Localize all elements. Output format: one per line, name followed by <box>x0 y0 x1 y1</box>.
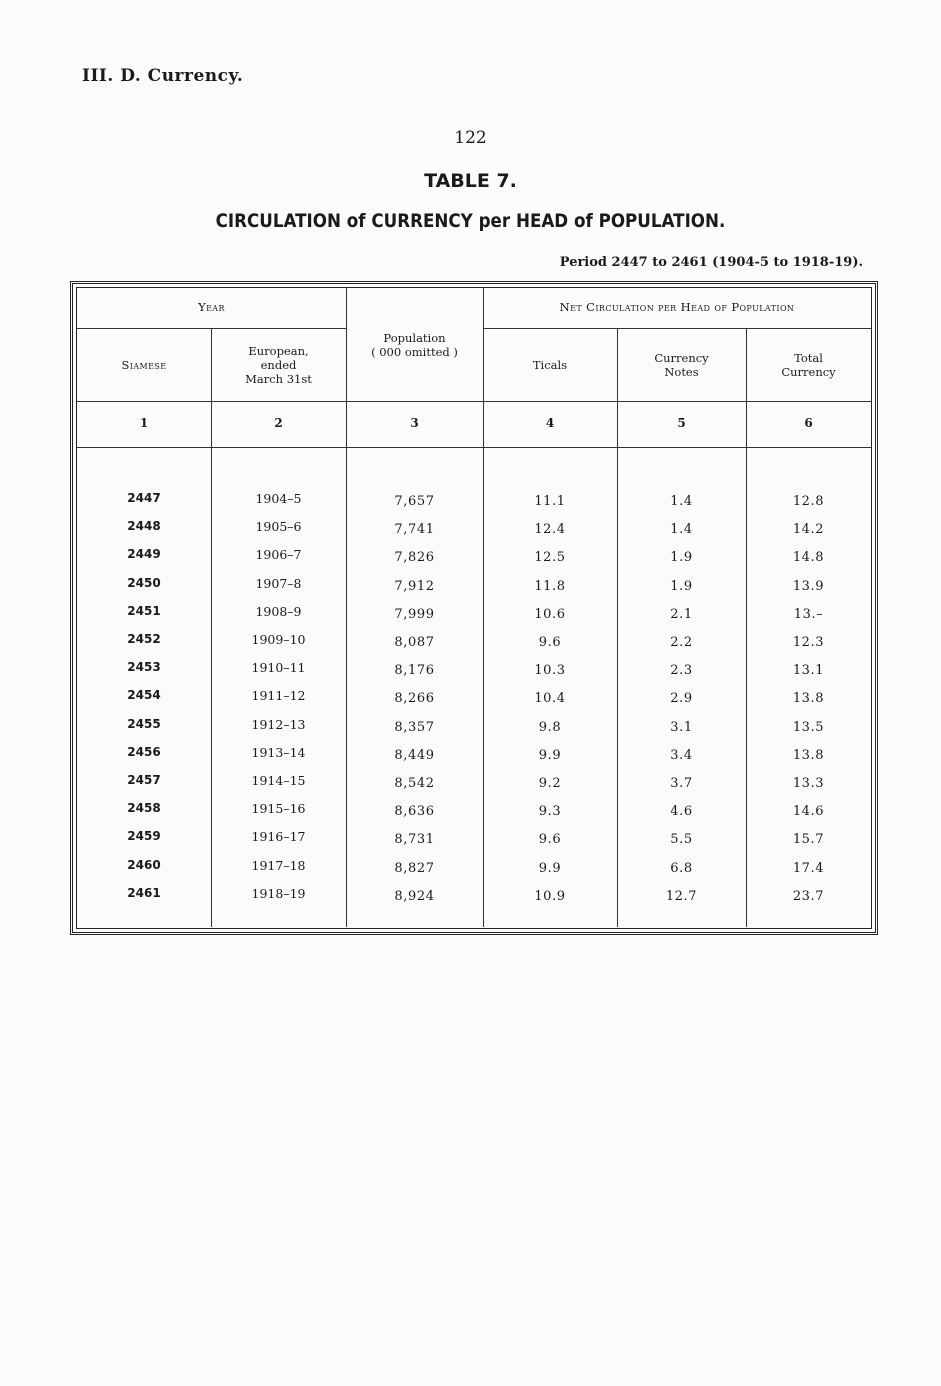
header-siamese: Siamese <box>121 358 167 372</box>
table-title: CIRCULATION of CURRENCY per HEAD of POPULATION. <box>215 210 726 232</box>
cell-ticals: 11.8 <box>534 578 566 594</box>
cell-siamese-year: 2460 <box>127 857 161 872</box>
cell-total-currency: 13.3 <box>792 776 825 791</box>
cell-ticals: 10.9 <box>534 888 566 904</box>
cell-population: 8,827 <box>394 860 435 876</box>
cell-siamese-year: 2457 <box>127 773 161 787</box>
table-row <box>0 519 941 547</box>
cell-population: 8,087 <box>394 635 435 650</box>
cell-currency-notes: 2.3 <box>670 663 693 679</box>
cell-population: 7,741 <box>394 522 435 538</box>
table-row <box>0 745 941 773</box>
cell-siamese-year: 2447 <box>127 491 161 505</box>
table-row <box>0 547 941 575</box>
cell-total-currency: 23.7 <box>792 888 825 904</box>
cell-european-year: 1914–15 <box>251 773 306 788</box>
cell-european-year: 1910–11 <box>251 660 306 676</box>
cell-siamese-year: 2454 <box>127 688 161 703</box>
cell-population: 8,176 <box>394 663 435 679</box>
cell-currency-notes: 6.8 <box>670 860 693 876</box>
header-currency-notes: Currency Notes <box>654 351 709 379</box>
cell-ticals: 9.8 <box>538 719 562 735</box>
cell-population: 7,912 <box>394 578 435 594</box>
cell-population: 8,636 <box>394 804 435 820</box>
cell-siamese-year: 2452 <box>127 632 161 646</box>
cell-european-year: 1912–13 <box>251 716 306 732</box>
cell-total-currency: 12.8 <box>792 494 825 509</box>
cell-siamese-year: 2458 <box>127 801 161 816</box>
header-total-currency: Total Currency <box>781 351 836 379</box>
cell-siamese-year: 2451 <box>127 603 161 618</box>
header-rule <box>77 328 346 329</box>
cell-siamese-year: 2461 <box>127 885 161 900</box>
cell-ticals: 10.3 <box>534 663 566 679</box>
table-row <box>0 491 941 519</box>
cell-siamese-year: 2449 <box>127 547 161 562</box>
table-label: TABLE 7. <box>424 170 517 192</box>
cell-currency-notes: 1.4 <box>670 522 693 538</box>
cell-european-year: 1906–7 <box>255 547 302 563</box>
cell-total-currency: 13.8 <box>792 747 825 763</box>
table-row <box>0 660 941 688</box>
cell-ticals: 12.5 <box>534 550 566 566</box>
cell-ticals: 10.4 <box>534 691 566 707</box>
cell-european-year: 1911–12 <box>251 688 306 704</box>
cell-currency-notes: 2.9 <box>670 691 693 707</box>
cell-total-currency: 13.5 <box>792 719 825 735</box>
section-heading: III. D. Currency. <box>82 66 244 86</box>
cell-total-currency: 13.8 <box>792 691 825 707</box>
cell-ticals: 12.4 <box>534 522 566 538</box>
cell-ticals: 9.6 <box>538 832 562 848</box>
cell-population: 8,266 <box>394 691 435 707</box>
cell-total-currency: 15.7 <box>792 832 825 848</box>
cell-currency-notes: 2.2 <box>670 635 693 650</box>
cell-currency-notes: 5.5 <box>670 832 693 848</box>
cell-european-year: 1918–19 <box>251 885 306 901</box>
table-row <box>0 604 941 632</box>
cell-ticals: 9.2 <box>538 776 562 791</box>
cell-total-currency: 14.8 <box>792 550 825 566</box>
cell-siamese-year: 2456 <box>127 744 161 759</box>
cell-total-currency: 13.– <box>793 606 824 622</box>
table-row <box>0 773 941 801</box>
cell-currency-notes: 3.7 <box>670 776 693 791</box>
column-number: 5 <box>677 416 686 430</box>
cell-ticals: 9.6 <box>538 635 562 650</box>
cell-ticals: 9.9 <box>538 747 562 763</box>
cell-population: 7,999 <box>394 606 435 622</box>
cell-currency-notes: 2.1 <box>670 606 693 622</box>
table-row <box>0 858 941 886</box>
cell-european-year: 1915–16 <box>251 801 306 817</box>
cell-european-year: 1917–18 <box>251 857 306 873</box>
cell-currency-notes: 1.9 <box>670 550 693 566</box>
cell-currency-notes: 12.7 <box>665 888 698 904</box>
cell-total-currency: 17.4 <box>792 860 825 876</box>
cell-total-currency: 14.6 <box>792 804 825 820</box>
header-european: European, ended March 31st <box>245 344 312 386</box>
cell-european-year: 1913–14 <box>251 744 306 760</box>
column-number: 3 <box>410 416 419 430</box>
cell-population: 7,657 <box>394 494 435 509</box>
header-ticals: Ticals <box>532 358 568 372</box>
cell-ticals: 9.9 <box>538 860 562 876</box>
table-row <box>0 886 941 914</box>
cell-total-currency: 13.9 <box>792 578 825 594</box>
cell-currency-notes: 1.9 <box>670 578 693 594</box>
page-number: 122 <box>454 128 487 148</box>
cell-ticals: 10.6 <box>534 606 566 622</box>
cell-currency-notes: 3.1 <box>670 719 693 735</box>
cell-currency-notes: 4.6 <box>670 804 693 820</box>
cell-population: 8,731 <box>394 832 435 848</box>
cell-siamese-year: 2450 <box>127 575 161 590</box>
cell-european-year: 1908–9 <box>255 603 302 619</box>
column-number: 2 <box>274 416 283 430</box>
column-number: 4 <box>545 416 555 430</box>
header-rule <box>77 447 871 448</box>
header-rule <box>483 328 871 329</box>
cell-european-year: 1916–17 <box>251 829 306 845</box>
cell-european-year: 1909–10 <box>251 632 306 647</box>
cell-ticals: 9.3 <box>538 804 562 820</box>
column-number: 6 <box>804 416 813 430</box>
cell-total-currency: 13.1 <box>792 663 825 679</box>
cell-european-year: 1904–5 <box>255 491 302 506</box>
cell-currency-notes: 1.4 <box>670 494 693 509</box>
cell-total-currency: 14.2 <box>792 522 825 538</box>
cell-siamese-year: 2448 <box>127 519 161 534</box>
table-row <box>0 717 941 745</box>
cell-population: 7,826 <box>394 550 435 566</box>
cell-population: 8,924 <box>394 888 435 904</box>
header-year: Year <box>198 300 225 314</box>
header-rule <box>77 401 871 402</box>
cell-siamese-year: 2459 <box>127 829 161 844</box>
cell-population: 8,449 <box>394 747 435 763</box>
cell-total-currency: 12.3 <box>792 635 825 650</box>
cell-european-year: 1907–8 <box>255 575 302 591</box>
cell-currency-notes: 3.4 <box>670 747 693 763</box>
period-note: Period 2447 to 2461 (1904-5 to 1918-19). <box>559 255 863 270</box>
header-population: Population ( 000 omitted ) <box>371 331 458 359</box>
header-net-circulation: Net Circulation per Head of Population <box>559 300 795 314</box>
cell-ticals: 11.1 <box>534 494 566 509</box>
cell-siamese-year: 2455 <box>127 716 161 731</box>
table-row <box>0 576 941 604</box>
table-row <box>0 801 941 829</box>
table-row <box>0 688 941 716</box>
table-row <box>0 632 941 660</box>
cell-population: 8,542 <box>394 776 435 791</box>
table-row <box>0 829 941 857</box>
cell-european-year: 1905–6 <box>255 519 302 535</box>
cell-siamese-year: 2453 <box>127 660 161 675</box>
column-number: 1 <box>139 416 149 430</box>
cell-population: 8,357 <box>394 719 435 735</box>
